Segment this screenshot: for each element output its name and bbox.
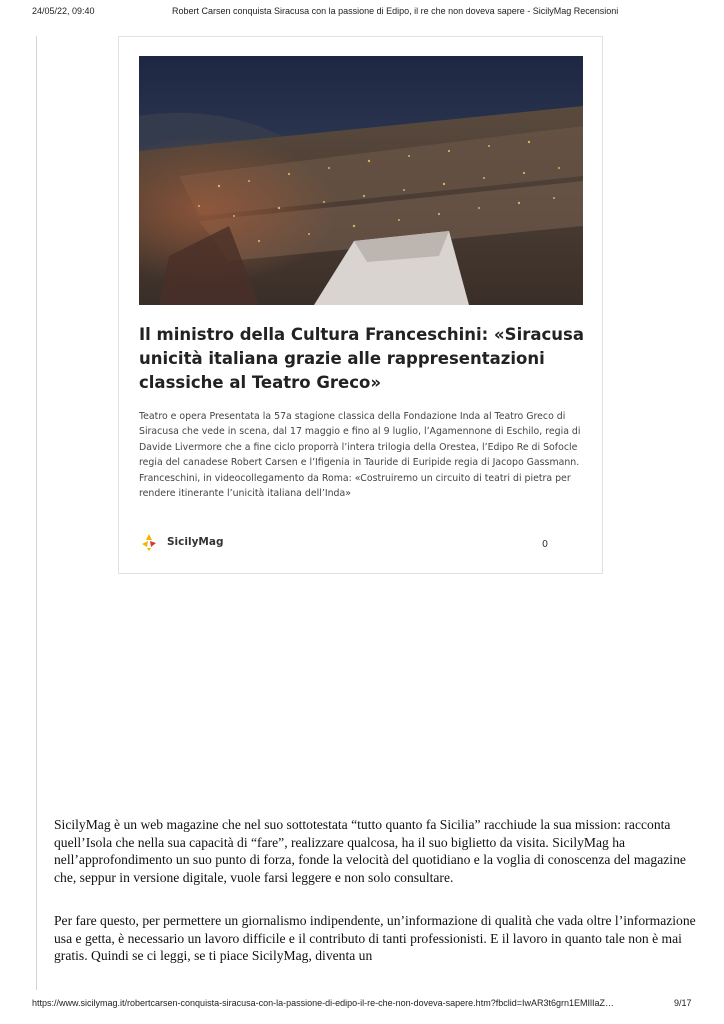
author-name[interactable]: SicilyMag	[167, 536, 224, 548]
comments-count[interactable]: 0	[542, 539, 549, 550]
print-page-title: Robert Carsen conquista Siracusa con la passione di Edipo, il re che non doveva sapere - SicilyMag Recensioni	[172, 6, 619, 16]
article-excerpt: Teatro e opera Presentata la 57a stagione classica della Fondazione Inda al Teatro Greco di Siracusa che vede in scena, dal 17 maggio e fino al 9 luglio, l’Agamennone di Eschilo, regia di Davide Livermore che a fine ciclo proporrà l’intera trilogia della Orestea, l’Edipo Re di Sofocle regia del canadese Robert Carsen e l’Ifigenia in Tauride di Euripide regia di Jacopo Gassmann. Franceschini, in videocollegamento da Roma: «Costruiremo un circuito di teatri di pietra per rendere itinerante l’unicità italiana dell’Inda»	[139, 411, 581, 500]
left-divider	[36, 36, 37, 990]
page-number: 9/17	[674, 998, 692, 1008]
about-paragraph: SicilyMag è un web magazine che nel suo sottotestata “tutto quanto fa Sicilia” racchiude la sua mission: racconta quell’Isola che nella sua capacità di “fare”, realizzare qualcosa, ha il suo biglietto da visita. SicilyMag ha nell’approfondimento un suo punto di forza, fonde la velocità del quotidiano e la voglia di conoscenza del magazine che, seppur in versione digitale, vuole farsi leggere e non solo consultare.	[54, 817, 686, 885]
related-article-card[interactable]	[118, 36, 603, 574]
print-url: https://www.sicilymag.it/robertcarsen-conquista-siracusa-con-la-passione-di-edipo-il-re-che-non-doveva-sapere.htm?fbclid=IwAR3t6grn1EMIlIaZ…	[32, 998, 614, 1008]
article-image[interactable]	[139, 56, 583, 305]
article-meta	[139, 531, 583, 555]
article-title[interactable]: Il ministro della Cultura Franceschini: «Siracusa unicità italiana grazie alle rappresentazioni classiche al Teatro Greco»	[139, 325, 584, 392]
sicilymag-logo-icon[interactable]	[139, 532, 159, 552]
print-date: 24/05/22, 09:40	[32, 6, 95, 16]
theatre-night-photo	[139, 56, 583, 305]
about-paragraph-support: Per fare questo, per permettere un giornalismo indipendente, un’informazione di qualità che vada oltre l’informazione usa e getta, è necessario un lavoro difficile e il contributo di tanti professionisti. E il lavoro in quanto tale non è mai gratis. Quindi se ci leggi, se ti piace SicilyMag, diventa un	[54, 913, 696, 963]
